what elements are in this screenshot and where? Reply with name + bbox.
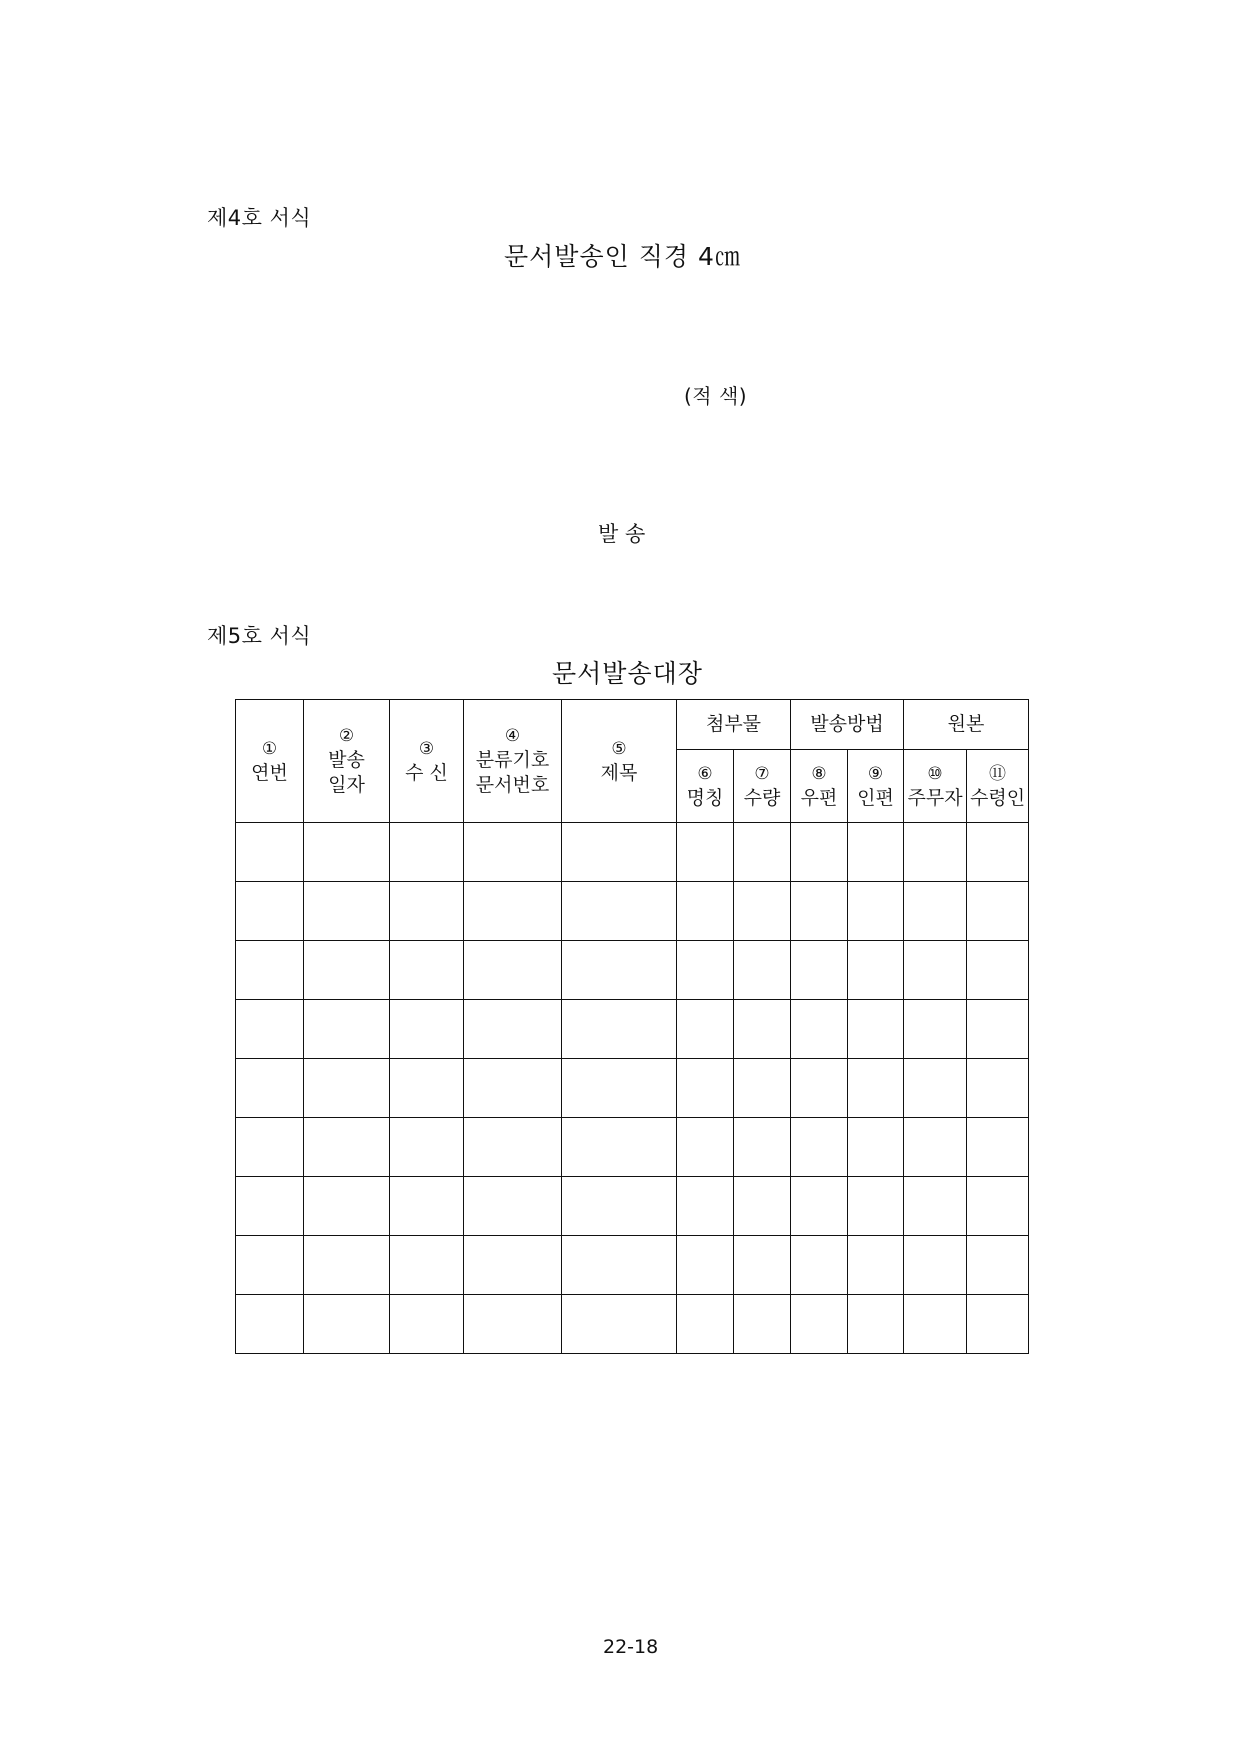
table-cell (904, 1295, 967, 1354)
header-serial-number-label: 연번 (251, 761, 288, 784)
table-row (236, 1000, 1029, 1059)
table-cell (734, 882, 791, 941)
table-cell (390, 1118, 464, 1177)
header-recipient-label: 수 신 (405, 761, 448, 784)
table-cell (304, 1000, 390, 1059)
table-cell (304, 1059, 390, 1118)
table-row (236, 1236, 1029, 1295)
table-cell (967, 882, 1029, 941)
table-cell (677, 1000, 734, 1059)
table-cell (904, 941, 967, 1000)
table-cell (304, 882, 390, 941)
table-cell (967, 1236, 1029, 1295)
header-group-original: 원본 (904, 700, 1029, 750)
table-cell (464, 882, 562, 941)
form5-label: 제5호 서식 (207, 624, 312, 648)
table-cell (904, 1000, 967, 1059)
page-number: 22-18 (603, 1636, 659, 1658)
header-subject (562, 700, 677, 823)
table-cell (967, 941, 1029, 1000)
table-cell (390, 941, 464, 1000)
table-cell (734, 1059, 791, 1118)
table-cell (390, 882, 464, 941)
table-cell (848, 1118, 904, 1177)
table-cell (791, 941, 848, 1000)
table-cell (734, 1295, 791, 1354)
table-cell (677, 1236, 734, 1295)
table-cell (734, 1236, 791, 1295)
table-cell (904, 882, 967, 941)
table-cell (791, 1059, 848, 1118)
table-cell (236, 1118, 304, 1177)
table-cell (562, 882, 677, 941)
table-cell (464, 1177, 562, 1236)
table-cell (304, 941, 390, 1000)
table-cell (967, 1295, 1029, 1354)
table-cell (734, 823, 791, 882)
table-row (236, 1118, 1029, 1177)
table-cell (464, 941, 562, 1000)
table-cell (236, 941, 304, 1000)
table-cell (677, 941, 734, 1000)
table-cell (677, 882, 734, 941)
table-cell (390, 1236, 464, 1295)
header-dispatch-date-marker: ② (338, 726, 355, 746)
table-row (236, 1295, 1029, 1354)
header-group-attachment: 첨부물 (677, 700, 791, 750)
table-cell (791, 1295, 848, 1354)
table-cell (464, 1059, 562, 1118)
table-cell (562, 1059, 677, 1118)
table-cell (677, 823, 734, 882)
table-cell (562, 823, 677, 882)
table-cell (562, 1118, 677, 1177)
table-cell (236, 1059, 304, 1118)
table-cell (304, 1118, 390, 1177)
table-row (236, 882, 1029, 941)
form4-label: 제4호 서식 (207, 206, 312, 230)
form4-stamp-text: 발 송 (598, 522, 646, 546)
header-classification-marker: ④ (504, 726, 521, 746)
table-cell (464, 1295, 562, 1354)
table-cell (904, 1059, 967, 1118)
header-method-hand-delivery-marker: ⑨ (867, 763, 884, 784)
table-cell (304, 823, 390, 882)
table-cell (304, 1295, 390, 1354)
table-cell (304, 1177, 390, 1236)
header-recipient (390, 700, 464, 823)
table-cell (734, 1000, 791, 1059)
header-method-mail-label: 우편 (800, 786, 838, 809)
table-cell (791, 1177, 848, 1236)
table-cell (791, 823, 848, 882)
header-attachment-name (677, 750, 734, 823)
table-cell (236, 1000, 304, 1059)
header-attachment-name-marker: ⑥ (697, 763, 713, 784)
table-cell (562, 1177, 677, 1236)
header-original-officer (904, 750, 967, 823)
header-method-hand-delivery-label: 인편 (857, 786, 894, 809)
table-cell (390, 823, 464, 882)
header-subject-marker: ⑤ (611, 738, 627, 759)
table-cell (677, 1059, 734, 1118)
header-classification-label: 분류기호 (475, 749, 550, 771)
header-original-officer-label: 주무자 (907, 786, 963, 809)
table-row (236, 941, 1029, 1000)
table-cell (904, 1236, 967, 1295)
table-cell (677, 1177, 734, 1236)
form4-title: 문서발송인 직경 4㎝ (504, 242, 741, 271)
table-cell (734, 1118, 791, 1177)
header-group-dispatch-method: 발송방법 (791, 700, 904, 750)
table-cell (236, 1295, 304, 1354)
header-classification-document-number (464, 700, 562, 823)
ledger-title: 문서발송대장 (552, 659, 703, 688)
table-cell (236, 1177, 304, 1236)
table-cell (791, 1236, 848, 1295)
header-original-receiver-label: 수령인 (969, 786, 1026, 809)
table-cell (967, 1059, 1029, 1118)
table-cell (562, 1236, 677, 1295)
table-cell (848, 1059, 904, 1118)
header-attachment-quantity-label: 수량 (743, 786, 781, 809)
header-attachment-name-label: 명칭 (686, 786, 724, 809)
table-cell (304, 1236, 390, 1295)
table-cell (464, 1000, 562, 1059)
header-method-hand-delivery (848, 750, 904, 823)
header-document-number-label: 문서번호 (475, 774, 550, 796)
table-cell (236, 823, 304, 882)
table-cell (390, 1000, 464, 1059)
header-method-mail (791, 750, 848, 823)
header-dispatch-date-label-2: 일자 (328, 774, 365, 796)
table-cell (677, 1295, 734, 1354)
document-dispatch-ledger (235, 699, 1029, 1354)
table-cell (967, 823, 1029, 882)
table-cell (904, 823, 967, 882)
header-serial-number-marker: ① (261, 738, 278, 759)
header-subject-label: 제목 (600, 761, 638, 784)
header-recipient-marker: ③ (418, 738, 435, 759)
table-cell (562, 941, 677, 1000)
table-cell (967, 1000, 1029, 1059)
table-row (236, 823, 1029, 882)
table-cell (734, 1177, 791, 1236)
table-cell (967, 1177, 1029, 1236)
table-cell (848, 1295, 904, 1354)
header-attachment-quantity (734, 750, 791, 823)
table-cell (904, 1118, 967, 1177)
table-cell (464, 1118, 562, 1177)
table-cell (848, 941, 904, 1000)
header-original-receiver (967, 750, 1029, 823)
table-cell (791, 1118, 848, 1177)
table-cell (464, 823, 562, 882)
table-cell (904, 1177, 967, 1236)
table-cell (848, 1177, 904, 1236)
header-serial-number (236, 700, 304, 823)
table-cell (848, 823, 904, 882)
table-cell (967, 1118, 1029, 1177)
table-cell (390, 1177, 464, 1236)
table-cell (390, 1295, 464, 1354)
table-cell (848, 882, 904, 941)
table-cell (236, 882, 304, 941)
header-original-receiver-marker: ⑪ (989, 763, 1007, 784)
header-dispatch-date-label-1: 발송 (328, 749, 365, 771)
table-cell (236, 1236, 304, 1295)
header-original-officer-marker: ⑩ (927, 763, 943, 784)
table-cell (390, 1059, 464, 1118)
table-cell (562, 1000, 677, 1059)
table-cell (848, 1236, 904, 1295)
table-row (236, 1059, 1029, 1118)
table-cell (562, 1295, 677, 1354)
table-cell (464, 1236, 562, 1295)
header-dispatch-date (304, 700, 390, 823)
table-cell (734, 941, 791, 1000)
header-attachment-quantity-marker: ⑦ (754, 763, 770, 784)
table-cell (791, 1000, 848, 1059)
form4-color-note: (적 색) (684, 384, 748, 408)
table-cell (677, 1118, 734, 1177)
table-cell (848, 1000, 904, 1059)
table-row (236, 1177, 1029, 1236)
table-cell (791, 882, 848, 941)
header-method-mail-marker: ⑧ (811, 763, 827, 784)
